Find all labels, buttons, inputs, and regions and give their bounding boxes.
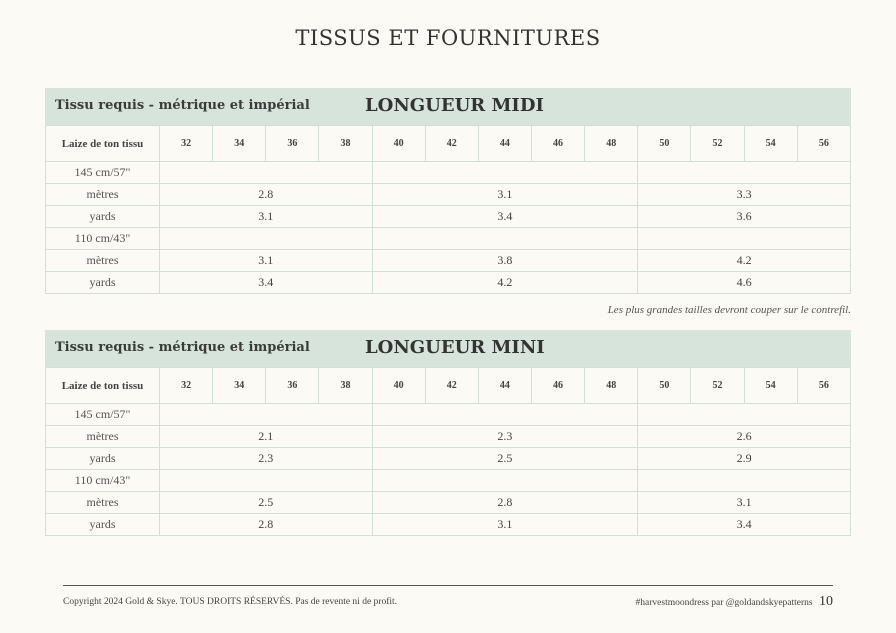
value-cell: 4.2 — [638, 250, 851, 272]
value-cell: 4.6 — [638, 272, 851, 294]
size-header: 40 — [372, 368, 425, 404]
section-mini — [45, 330, 851, 536]
value-cell: 2.5 — [160, 492, 373, 514]
empty-cell — [160, 404, 373, 426]
table-row — [46, 514, 851, 536]
size-header: 38 — [319, 368, 372, 404]
size-header: 54 — [744, 368, 797, 404]
unit-label: mètres — [46, 492, 160, 514]
empty-cell — [160, 162, 373, 184]
page-title: TISSUS ET FOURNITURES — [295, 26, 601, 50]
size-header: 34 — [213, 126, 266, 162]
empty-cell — [160, 228, 373, 250]
size-header: 36 — [266, 368, 319, 404]
size-header: 32 — [160, 126, 213, 162]
size-header: 50 — [638, 368, 691, 404]
value-cell: 4.2 — [372, 272, 638, 294]
unit-label: yards — [46, 272, 160, 294]
size-header: 52 — [691, 126, 744, 162]
fabric-width-label: 110 cm/43" — [46, 228, 160, 250]
section-midi — [45, 88, 851, 294]
value-cell: 3.1 — [160, 250, 373, 272]
section-length-title: LONGUEUR MINI — [365, 337, 545, 358]
size-header: 34 — [213, 368, 266, 404]
size-header: 42 — [425, 126, 478, 162]
unit-label: yards — [46, 514, 160, 536]
table-row — [46, 492, 851, 514]
empty-cell — [160, 470, 373, 492]
empty-cell — [372, 470, 638, 492]
size-header: 42 — [425, 368, 478, 404]
unit-label: yards — [46, 206, 160, 228]
size-header: 40 — [372, 126, 425, 162]
value-cell: 3.6 — [638, 206, 851, 228]
size-header: 54 — [744, 126, 797, 162]
size-header: 44 — [478, 126, 531, 162]
size-header: 38 — [319, 126, 372, 162]
value-cell: 3.3 — [638, 184, 851, 206]
table-row — [46, 426, 851, 448]
value-cell: 2.8 — [160, 184, 373, 206]
value-cell: 2.8 — [372, 492, 638, 514]
unit-label: mètres — [46, 426, 160, 448]
value-cell: 2.6 — [638, 426, 851, 448]
empty-cell — [372, 404, 638, 426]
section-subtitle: Tissu requis - métrique et impérial — [55, 98, 310, 113]
empty-cell — [372, 162, 638, 184]
fabric-table — [45, 125, 851, 294]
value-cell: 2.9 — [638, 448, 851, 470]
size-header: 52 — [691, 368, 744, 404]
value-cell: 3.4 — [638, 514, 851, 536]
value-cell: 3.8 — [372, 250, 638, 272]
value-cell: 3.4 — [160, 272, 373, 294]
table-row — [46, 272, 851, 294]
width-label: Laize de ton tissu — [46, 126, 160, 162]
table-row — [46, 250, 851, 272]
unit-label: mètres — [46, 184, 160, 206]
size-header: 36 — [266, 126, 319, 162]
width-label: Laize de ton tissu — [46, 368, 160, 404]
unit-label: mètres — [46, 250, 160, 272]
size-header: 46 — [531, 368, 584, 404]
value-cell: 2.1 — [160, 426, 373, 448]
fabric-width-row — [46, 162, 851, 184]
size-header: 46 — [531, 126, 584, 162]
unit-label: yards — [46, 448, 160, 470]
fabric-width-row — [46, 404, 851, 426]
fabric-table — [45, 367, 851, 536]
footer-handle: #harvestmoondress par @goldandskyepatterns — [635, 598, 813, 608]
section-banner — [45, 330, 851, 367]
copyright: Copyright 2024 Gold & Skye. TOUS DROITS RÉSERVÉS. Pas de revente ni de profit. — [63, 597, 398, 607]
value-cell: 3.1 — [160, 206, 373, 228]
empty-cell — [638, 470, 851, 492]
section-subtitle: Tissu requis - métrique et impérial — [55, 340, 310, 355]
contrefil-note: Les plus grandes tailles devront couper sur le contrefil. — [607, 304, 851, 316]
table-row — [46, 448, 851, 470]
size-header-row — [46, 368, 851, 404]
size-header: 56 — [797, 368, 850, 404]
size-header: 56 — [797, 126, 850, 162]
empty-cell — [638, 228, 851, 250]
empty-cell — [372, 228, 638, 250]
size-header: 32 — [160, 368, 213, 404]
fabric-width-label: 145 cm/57" — [46, 162, 160, 184]
empty-cell — [638, 162, 851, 184]
value-cell: 2.5 — [372, 448, 638, 470]
size-header: 44 — [478, 368, 531, 404]
value-cell: 2.3 — [372, 426, 638, 448]
footer-right — [636, 594, 833, 610]
size-header: 48 — [585, 126, 638, 162]
page-number: 10 — [819, 594, 833, 609]
fabric-width-row — [46, 228, 851, 250]
fabric-width-label: 145 cm/57" — [46, 404, 160, 426]
size-header: 48 — [585, 368, 638, 404]
value-cell: 3.1 — [372, 184, 638, 206]
value-cell: 2.8 — [160, 514, 373, 536]
value-cell: 3.1 — [638, 492, 851, 514]
fabric-width-row — [46, 470, 851, 492]
section-length-title: LONGUEUR MIDI — [365, 95, 544, 116]
value-cell: 3.1 — [372, 514, 638, 536]
size-header: 50 — [638, 126, 691, 162]
empty-cell — [638, 404, 851, 426]
size-header-row — [46, 126, 851, 162]
table-row — [46, 184, 851, 206]
value-cell: 2.3 — [160, 448, 373, 470]
section-banner — [45, 88, 851, 125]
fabric-width-label: 110 cm/43" — [46, 470, 160, 492]
footer-divider — [63, 585, 833, 586]
value-cell: 3.4 — [372, 206, 638, 228]
table-row — [46, 206, 851, 228]
